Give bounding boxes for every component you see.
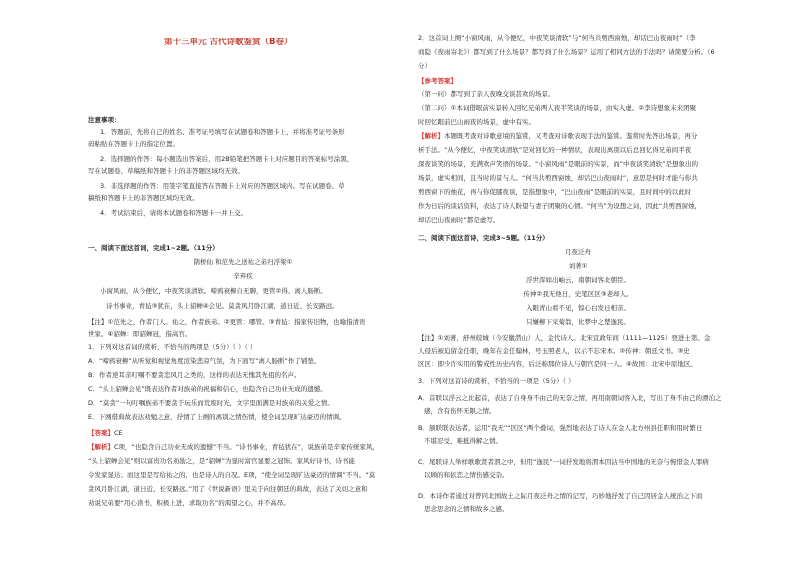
note-line: 区区：即少许实用的警戒性历史内容，后泛称那位诗人与朝官是同一人。④故国：北宋中原地区。 bbox=[418, 360, 697, 368]
analysis-line: 深夜谈笑的场景，充满欢声笑语的场景。“小窗风雨”是眼前的实景，而“中夜谈笑清软”是想象出的 bbox=[418, 160, 698, 168]
poem-line: 诗书事业，青毡③犹在，头上貂蝉④会见。莫贪风月卧江湖，道日近、长安路远。 bbox=[106, 302, 339, 310]
analysis-line: 作为日后的谈话资料，表达了诗人盼望与妻子团聚的心情。“何当”为设想之词，因此“共剪西窗烛， bbox=[418, 202, 702, 210]
poem-author: 刘著① bbox=[568, 262, 588, 270]
section-heading: 二、阅读下面这首诗，完成3~5题。（11分） bbox=[418, 234, 549, 242]
poem-line: 只嫌柳下采菊翁，比梦中之楚逸民。 bbox=[526, 318, 630, 326]
poem-line: 小窗风雨，从今便忆，中夜笑谈清软。啼鸦衰柳自无聊，更管②得、离人肠断。 bbox=[100, 287, 327, 295]
poem-line: 入眼青山看不见，惊心白发日相亲。 bbox=[526, 304, 630, 312]
analysis-line: 析手法。“从今便忆，中夜笑谈清软”是对回忆的一种情状，表现出离别以后总回忆得兄弟间半夜 bbox=[418, 146, 692, 154]
option-b-cont: 不堪忍受、难抵得解之情。 bbox=[424, 437, 502, 445]
reference-line: （第二问）①本词借眼前实景转入回忆兄弟两人夜半笑谈的场景，由实入虚。②李诗想象未来团聚 bbox=[418, 104, 697, 112]
poem-title: 鹊桥仙 和范先之送祐之弟归浮梁① bbox=[193, 258, 293, 266]
poem-line: 传神②我无他日，史笔区区③老却人。 bbox=[523, 290, 633, 298]
reference-answer bbox=[418, 77, 457, 86]
option-a: A．首联以浮云之比起首，表达了自身身不由己的无奈之情，再用南朝词客入北，写出了身不由己的漂泊之 bbox=[418, 394, 722, 402]
option-b: B．颔联联表达者，运用“我无”“区区”两个叠词，强烈地表达了诗人在金人北方州县任职和用时繁日 bbox=[418, 424, 703, 432]
answer-row bbox=[88, 429, 123, 438]
question-2-line: 2．这首词上阕“小窗风雨，从今便忆，中夜笑谈清软”与“何当共剪西窗烛，却话巴山夜雨时”（李 bbox=[418, 34, 696, 42]
analysis-line: 劝说兄弟要“用心读书，积极上进，求取功名”的渴望之心，并不高昂。 bbox=[88, 499, 290, 507]
option-d: D．本诗作者通过对曾同北国故土之际月夜泛舟之情的记写，巧妙地抒发了自己因居金人统治之下而 bbox=[418, 492, 703, 500]
notice-line: 码粘贴在答题卡上的指定位置。 bbox=[88, 140, 179, 148]
option-d: D．“莫贪”一句叮嘱族弟不要贪于玩乐而荒废时光，文字里面满是对族弟的关爱之情。 bbox=[88, 399, 334, 407]
question-2-line: 商隐《夜雨寄北》）都写到了什么场景？都写到了什么场景？运用了相同方法的手法吗？请简要分析。（6 bbox=[418, 48, 715, 56]
option-d-cont: 思念思念的之情和故乡之感。 bbox=[424, 505, 509, 513]
note-line: 世家。④貂蝉：即貂蝉冠，指高官。 bbox=[88, 330, 192, 338]
option-c: C．“头上貂蝉会见”既表达作者对族弟的祝福和信心，也隐含自己功业无成的遗憾。 bbox=[88, 385, 327, 393]
analysis-line: 令发家显达；而这里是写给祐之的，也是诗人的自况。E项，“使全词呈现旷达豪迈的情调”不当。“莫 bbox=[88, 471, 376, 479]
notice-line: 1．答题前，先将自己的姓名、准考证号填写在试题卷和答题卡上，并将准考证号条形 bbox=[100, 128, 345, 136]
section-heading: 一、阅读下面这首词，完成1~2题。（11分） bbox=[88, 244, 219, 252]
option-b: B．作者逆耳亲叮嘱不要贪恋风月之类的，这样的表达无愧其先祖的名声。 bbox=[88, 371, 301, 379]
reference-label: 【参考答案】 bbox=[418, 77, 457, 85]
analysis-line: 剪西窗下的烛花，再与你促膝夜谈，是指想象中，“巴山夜雨”是眼前的实景，且时间中的以此时 bbox=[418, 188, 692, 196]
notice-line: 2．选择题的作答：每小题选出答案后，用2B铅笔把答题卡上对应题目的答案标号涂黑， bbox=[100, 155, 354, 163]
analysis-line: 贪风月卧江湖，道日近、长安路远。”用了《世说新语》里关于向往朝廷的典故，表达了关切之意和 bbox=[88, 485, 368, 493]
note-line: 【注】①范先之，作者门人。祐之，作者族弟。②更管：哪管。③青毡：指家传旧物，也喻指清贵 bbox=[88, 318, 366, 326]
notice-heading: 注意事项： bbox=[88, 116, 121, 124]
notice-line: 3．非选择题的作答：用签字笔直接答在答题卡上对应的答题区域内。写在试题卷、草 bbox=[100, 182, 345, 190]
option-c: C．尾联诗人举样歌歌贤者渭之中，但用“逸民”一词抒发地将渭本因沾当中国地的无奈与惋惜金人罪病 bbox=[418, 458, 709, 466]
notice-line: 写在试题卷、草稿纸和答题卡上的非答题区域均无效。 bbox=[88, 167, 244, 175]
notice-line: 4．考试结束后，请将本试题卷和答题卡一并上交。 bbox=[100, 209, 248, 217]
analysis-line: 【解析】C项，“也隐含自己功业无成的遗憾”不当。“诗书事业，青毡犹在”，说族弟是辛家传统家风， bbox=[88, 443, 380, 451]
question-3: 3．下列对这首诗的赏析，不恰当的一项是（5分）（ ） bbox=[418, 377, 575, 385]
option-c-cont: 以顾的和依恋之情伤感交杂。 bbox=[424, 471, 509, 479]
poem-author: 辛弃疾 bbox=[233, 272, 253, 280]
analysis-line: 却话巴山夜雨时”都是虚写。 bbox=[418, 216, 500, 224]
answer-value: CE bbox=[114, 429, 123, 437]
notice-line: 稿纸和答题卡上的非答题区域均无效。 bbox=[88, 194, 199, 202]
analysis-line: 【解析】本题既考查对诗歌意境的鉴赏，又考查对诗歌表现手法的鉴赏。鉴赏时先答出场景，再分 bbox=[418, 132, 698, 140]
analysis-line: “头上貂蝉会见”则以富贵功名劝励之，是“貂蝉”为显时富官显要之冠饰。家风好诗书，诗书能 bbox=[88, 457, 355, 465]
analysis-label: 【解析】 bbox=[88, 443, 114, 451]
poem-line: 浮世浑如出岫云，南朝词客北朝臣。 bbox=[526, 276, 630, 284]
note-line: 人侵后被迫留金任职，晚年在金任翰林，号玉照老人，以示不忘宋本。②传神：朝廷文书。③史 bbox=[418, 347, 690, 355]
page-title: 第十三单元 古代诗歌鉴赏（B卷） bbox=[164, 38, 293, 47]
option-a: A．“啼鸦衰柳”从听觉和视觉角度渲染悲凉气氛，为下面写“离人肠断”作了铺垫。 bbox=[88, 357, 321, 365]
question-2-score: 分） bbox=[418, 62, 431, 70]
analysis-label: 【解析】 bbox=[418, 132, 444, 140]
option-e: E．下阕借典故表达劝勉之意，抒情了上阕的离别之情伤情，使全词呈现旷达豪迈的情调。 bbox=[88, 413, 346, 421]
reference-line: 时回忆眼前巴山雨夜的场景，虚中有实。 bbox=[418, 118, 535, 126]
question-1: 1．下列对这首词的赏析，不恰当的两项是（5分）（ ）（ ） bbox=[88, 343, 257, 351]
answer-label: 【答案】 bbox=[88, 429, 114, 437]
note-line: 【注】①刘著，舒州皖城（今安徽潜山）人，金代诗人。北宋宣政年间（1111—1125）登进士第。金 bbox=[418, 334, 711, 342]
poem-title: 月夜泛舟 bbox=[565, 248, 591, 256]
analysis-line: 场景，虚实相间，且当时的景与人。“何当共剪西窗烛，却话巴山夜雨时”，意思是何时才能与你共 bbox=[418, 174, 698, 182]
option-a-cont: 感，含有伤怀无限之情。 bbox=[424, 407, 496, 415]
reference-line: （第一问）都写到了亲人夜晚交谈甚欢的场景。 bbox=[418, 90, 555, 98]
